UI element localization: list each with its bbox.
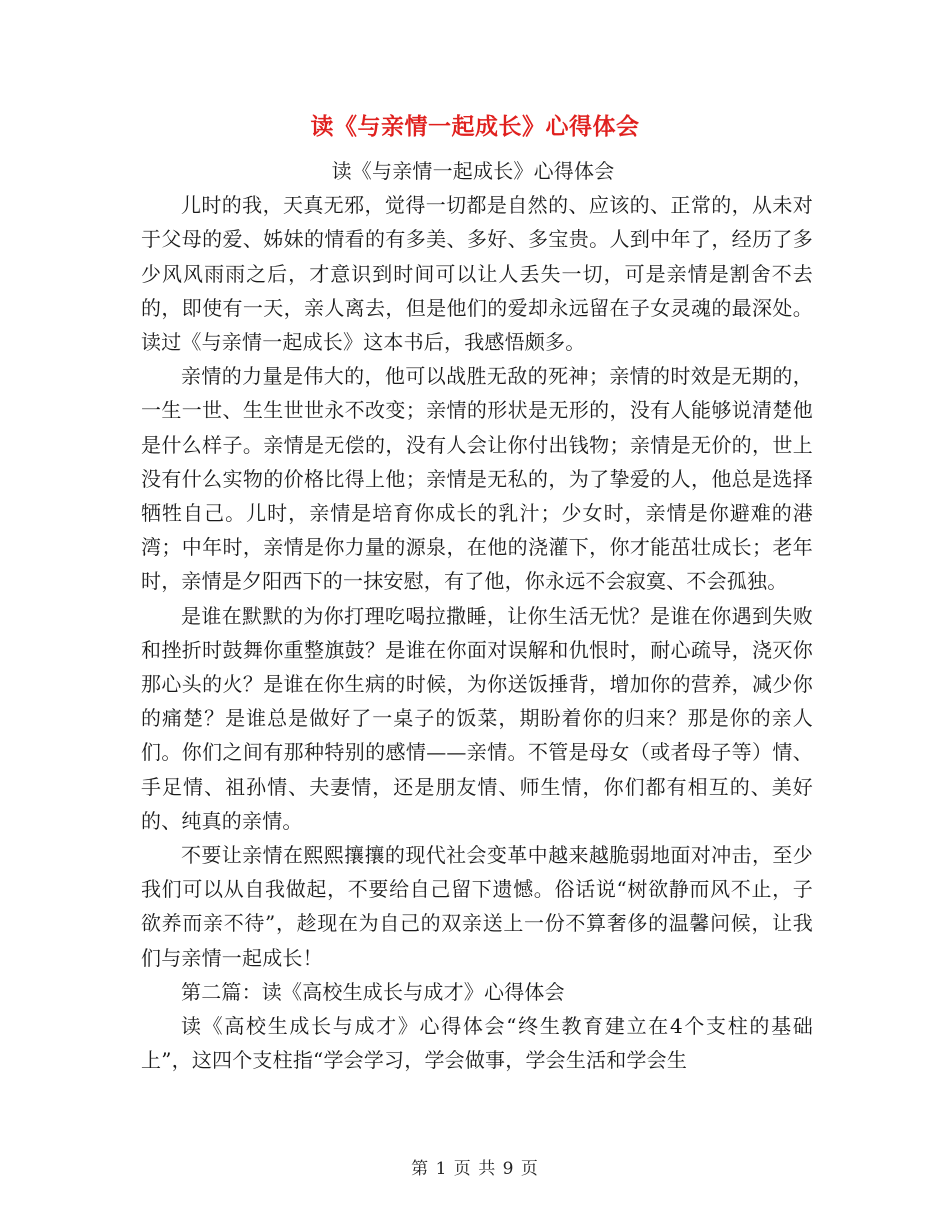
paragraph: 儿时的我，天真无邪，觉得一切都是自然的、应该的、正常的，从未对于父母的爱、姊妹的情看的有多美、多好、多宝贵。人到中年了，经历了多少风风雨雨之后，才意识到时间可以让人丢失一切，可是亲情是割舍不去的，即使有一天，亲人离去，但是他们的爱却永远留在子女灵魂的最深处。读过《与亲情一起成长》这本书后，我感悟颇多。 — [141, 193, 813, 355]
paragraph: 读《高校生成长与成才》心得体会“终生教育建立在4个支柱的基础上”，这四个支柱指“学会学习，学会做事，学会生活和学会生 — [141, 1014, 813, 1073]
paragraph: 亲情的力量是伟大的，他可以战胜无敌的死神；亲情的时效是无期的，一生一世、生生世世永不改变；亲情的形状是无形的，没有人能够说清楚他是什么样子。亲情是无偿的，没有人会让你付出钱物；亲情是无价的，世上没有什么实物的价格比得上他；亲情是无私的，为了挚爱的人，他总是选择牺牲自己。儿时，亲情是培育你成长的乳汁；少女时，亲情是你避难的港湾；中年时，亲情是你力量的源泉，在他的浇灌下，你才能茁壮成长；老年时，亲情是夕阳西下的一抹安慰，有了他，你永远不会寂寞、不会孤独。 — [141, 364, 813, 594]
page-footer: 第 1 页 共 9 页 — [411, 1159, 539, 1179]
document-body — [141, 154, 813, 1077]
document-subtitle: 读《与亲情一起成长》心得体会 — [331, 159, 615, 183]
paragraph: 不要让亲情在熙熙攘攘的现代社会变革中越来越脆弱地面对冲击，至少我们可以从自我做起，不要给自己留下遗憾。俗话说“树欲静而风不止，子欲养而亲不待”，趁现在为自己的双亲送上一份不算奢侈的温馨问候，让我们与亲情一起成长！ — [141, 843, 813, 970]
paragraph: 是谁在默默的为你打理吃喝拉撒睡，让你生活无忧？是谁在你遇到失败和挫折时鼓舞你重整旗鼓？是谁在你面对误解和仇恨时，耐心疏导，浇灭你那心头的火？是谁在你生病的时候，为你送饭捶背，增加你的营养，减少你的痛楚？是谁总是做好了一桌子的饭菜，期盼着你的归来？那是你的亲人们。你们之间有那种特别的感情——亲情。不管是母女（或者母子等）情、手足情、祖孙情、夫妻情，还是朋友情、师生情，你们都有相互的、美好的、纯真的亲情。 — [141, 603, 813, 833]
document-title: 读《与亲情一起成长》心得体会 — [310, 114, 640, 140]
section-heading: 第二篇：读《高校生成长与成才》心得体会 — [181, 979, 565, 1004]
